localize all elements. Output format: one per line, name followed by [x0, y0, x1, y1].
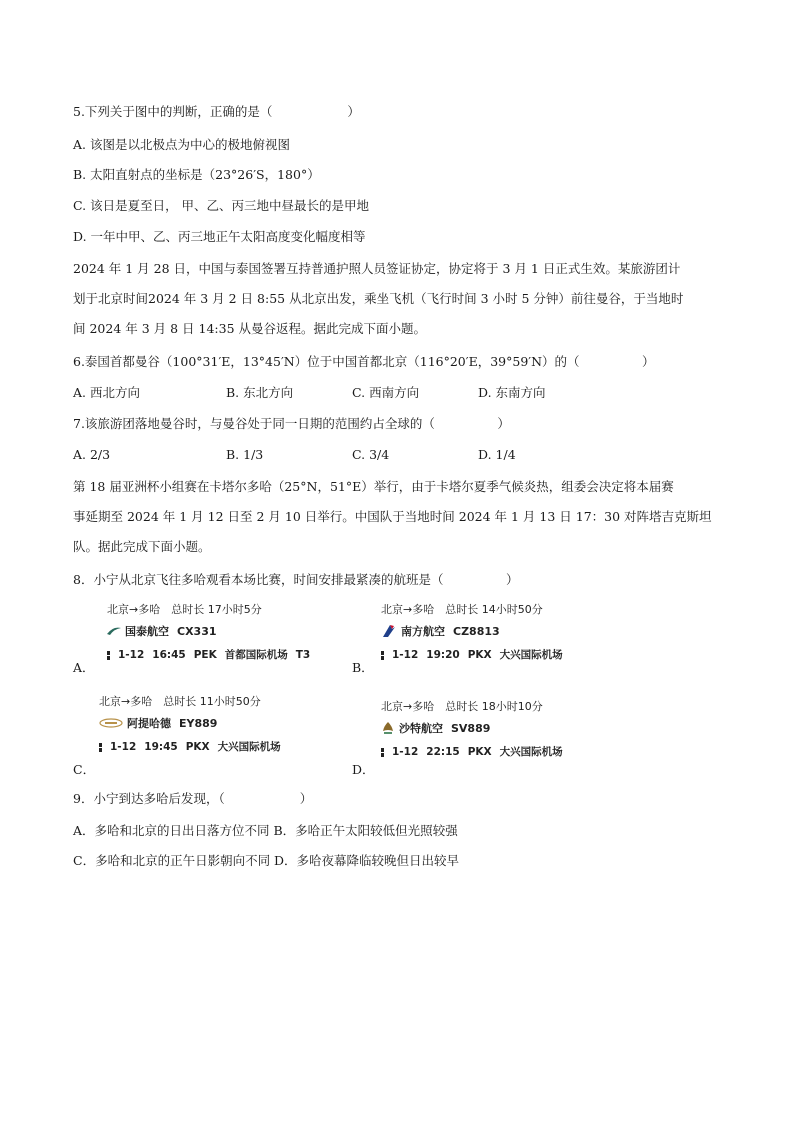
- q9-stem: 9．小宁到达多哈后发现，（ ）: [73, 791, 313, 806]
- airport-name: 大兴国际机场: [499, 649, 563, 661]
- q5-option-b: B. 太阳直射点的坐标是（23°26′S，180°）: [73, 167, 320, 182]
- flight-date: 1-12: [118, 649, 145, 661]
- q7-option-b: B. 1/3: [226, 447, 264, 462]
- q8-option-d-letter: D．: [352, 762, 375, 777]
- airline-row: [107, 623, 217, 639]
- flight-time: 19:20: [426, 649, 460, 661]
- q6-option-c: C. 西南方向: [352, 385, 420, 400]
- cathay-logo-icon: [107, 626, 121, 639]
- airline-name: 南方航空: [401, 625, 445, 638]
- q9-options-row2: C．多哈和北京的正午日影朝向不同 D．多哈夜幕降临较晚但日出较早: [73, 853, 460, 868]
- passage-line: 队。据此完成下面小题。: [73, 539, 211, 554]
- airline-row: [99, 715, 217, 731]
- passage-thailand: [73, 254, 723, 344]
- flight-card-b: [381, 601, 611, 665]
- passage-line: 2024 年 1 月 28 日，中国与泰国签署互持普通护照人员签证协定，协定将于 3 月 1 日正式生效。某旅游团计: [73, 261, 681, 276]
- passage-asian-cup: [73, 472, 723, 562]
- flight-detail: [99, 739, 281, 754]
- flight-route: 北京→多哈 总时长 18小时10分: [381, 700, 543, 713]
- q6-option-a: A. 西北方向: [73, 385, 140, 400]
- timeline-dots-icon: [381, 747, 384, 758]
- flight-detail: [381, 647, 563, 662]
- q7-stem: 7.该旅游团落地曼谷时，与曼谷处于同一日期的范围约占全球的（ ）: [73, 416, 510, 431]
- terminal: T3: [295, 649, 311, 661]
- q8-option-c-letter: C．: [73, 762, 96, 777]
- q7-option-c: C. 3/4: [352, 447, 390, 462]
- airport-name: 大兴国际机场: [217, 741, 281, 753]
- airport-code: PKX: [467, 649, 492, 661]
- flight-card-c: [99, 693, 329, 757]
- flight-route: 北京→多哈 总时长 14小时50分: [381, 603, 543, 616]
- q5-option-c: C. 该日是夏至日， 甲、乙、丙三地中昼最长的是甲地: [73, 198, 370, 213]
- flight-code: CX331: [177, 625, 217, 638]
- q6-option-d: D. 东南方向: [478, 385, 546, 400]
- airline-name: 阿提哈德: [127, 717, 171, 730]
- airline-name: 沙特航空: [399, 722, 443, 735]
- flight-time: 19:45: [144, 741, 178, 753]
- airline-row: [381, 720, 490, 738]
- timeline-dots-icon: [381, 650, 384, 661]
- flight-detail: [107, 647, 310, 662]
- flight-route: 北京→多哈 总时长 17小时5分: [107, 603, 262, 616]
- airline-name: 国泰航空: [125, 625, 169, 638]
- flight-date: 1-12: [110, 741, 137, 753]
- q5-option-a: A. 该图是以北极点为中心的极地俯视图: [73, 137, 290, 152]
- passage-line: 间 2024 年 3 月 8 日 14:35 从曼谷返程。据此完成下面小题。: [73, 321, 427, 336]
- flight-code: SV889: [451, 722, 491, 735]
- passage-line: 事延期至 2024 年 1 月 12 日至 2 月 10 日举行。中国队于当地时间 2024 年 1 月 13 日 17：30 对阵塔吉克斯坦: [73, 509, 712, 524]
- q9-options-row1: A．多哈和北京的日出日落方位不同 B．多哈正午太阳较低但光照较强: [73, 823, 458, 838]
- q6-stem: 6.泰国首都曼谷（100°31′E，13°45′N）位于中国首都北京（116°20′E，39°59′N）的（ ）: [73, 354, 655, 369]
- china-southern-logo-icon: [381, 625, 397, 640]
- airport-code: PKX: [467, 746, 492, 758]
- timeline-dots-icon: [99, 742, 102, 753]
- airport-name: 大兴国际机场: [499, 746, 563, 758]
- flight-date: 1-12: [392, 746, 419, 758]
- airline-row: [381, 623, 500, 640]
- passage-line: 第 18 届亚洲杯小组赛在卡塔尔多哈（25°N，51°E）举行，由于卡塔尔夏季气候炎热，组委会决定将本届赛: [73, 479, 674, 494]
- airport-code: PEK: [193, 649, 217, 661]
- q8-option-b-letter: B．: [352, 660, 374, 675]
- saudia-logo-icon: [381, 721, 395, 738]
- airport-name: 首都国际机场: [224, 649, 288, 661]
- q8-stem: 8．小宁从北京飞往多哈观看本场比赛，时间安排最紧凑的航班是（ ）: [73, 572, 519, 587]
- airport-code: PKX: [185, 741, 210, 753]
- q8-option-a-letter: A．: [73, 660, 95, 675]
- q6-option-b: B. 东北方向: [226, 385, 294, 400]
- flight-code: EY889: [179, 717, 218, 730]
- flight-route: 北京→多哈 总时长 11小时50分: [99, 695, 261, 708]
- flight-card-a: [107, 601, 337, 665]
- flight-time: 22:15: [426, 746, 460, 758]
- timeline-dots-icon: [107, 650, 110, 661]
- etihad-logo-icon: [99, 718, 123, 731]
- flight-code: CZ8813: [453, 625, 500, 638]
- q7-option-d: D. 1/4: [478, 447, 516, 462]
- flight-detail: [381, 744, 563, 759]
- q5-option-d: D. 一年中甲、乙、丙三地正午太阳高度变化幅度相等: [73, 229, 366, 244]
- flight-time: 16:45: [152, 649, 186, 661]
- flight-date: 1-12: [392, 649, 419, 661]
- q7-option-a: A. 2/3: [73, 447, 111, 462]
- flight-card-d: [381, 698, 611, 762]
- passage-line: 划于北京时间2024 年 3 月 2 日 8:55 从北京出发，乘坐飞机（飞行时间 3 小时 5 分钟）前往曼谷，于当地时: [73, 291, 684, 306]
- q5-stem: 5.下列关于图中的判断，正确的是（ ）: [73, 104, 360, 119]
